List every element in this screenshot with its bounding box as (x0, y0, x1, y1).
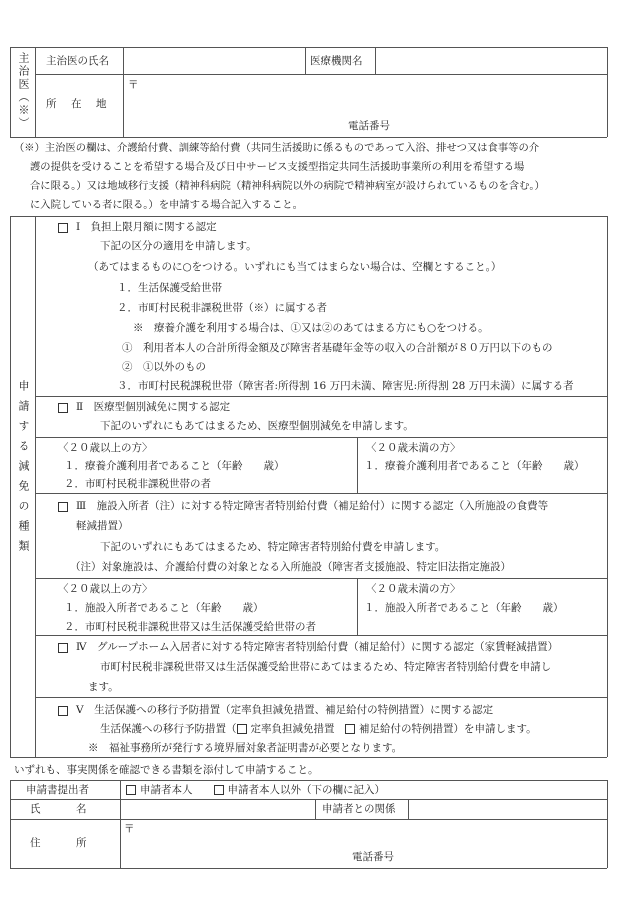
doctor-note-line: （※）主治医の欄は、介護給付費、訓練等給付費（共同生活援助に係るものであって入浴、排せつ又は食事等の介 (14, 142, 540, 154)
submitter-self-label: 申請者本人 (140, 784, 193, 796)
postal-mark: 〒 (128, 79, 139, 91)
attach-note: いずれも、事実関係を確認できる書類を添付して申請すること。 (14, 764, 319, 776)
doctor-name-label: 主治医の氏名 (46, 55, 109, 67)
section3-left-line: １．施設入所者であること（年齢 歳） (64, 602, 264, 614)
section5-opt-a-label: 定率負担減免措置 (250, 723, 335, 735)
section4-checkbox[interactable] (58, 643, 68, 653)
submitter-address-input[interactable] (136, 821, 605, 849)
submitter-label: 申請書提出者 (26, 784, 89, 796)
doctor-address-input[interactable] (140, 76, 605, 116)
section3-note: （注）対象施設は、介護給付費の対象となる入所施設（障害者支援施設、特定旧法指定施設） (70, 561, 511, 573)
section1-line: ３．市町村民税課税世帯（障害者:所得割 16 万円未満、障害児:所得割 28 万円未満）に属する者 (117, 380, 574, 392)
submitter-options (126, 783, 385, 797)
relation-label: 申請者との関係 (322, 803, 396, 815)
reduction-side-label: 申請する減免の種類 (17, 380, 30, 560)
doctor-phone-label: 電話番号 (348, 120, 390, 132)
submitter-address-label: 住 所 (30, 837, 88, 849)
section5-line1-pre: 生活保護への移行予防措置（ (100, 723, 237, 735)
section5-opt-b-label: 補足給付の特例措置 (359, 723, 454, 735)
submitter-other-checkbox[interactable] (214, 785, 224, 795)
submitter-self-checkbox[interactable] (126, 785, 136, 795)
section3-intro: 下記のいずれにもあてはまるため、特定障害者特別給付費を申請します。 (100, 541, 446, 553)
section1-line: ① 利用者本人の合計所得金額及び障害者基礎年金等の収入の合計額が８０万円以下のもの (122, 342, 553, 354)
section4-title: Ⅳ グループホーム入居者に対する特定障害者特別給付費（補足給付）に関する認定（家賃軽減措置） (76, 641, 559, 653)
section3-right-line: １．施設入所者であること（年齢 歳） (364, 602, 564, 614)
section5-opt-b-checkbox[interactable] (345, 724, 355, 734)
section1-line: ２．市町村民税非課税世帯（※）に属する者 (117, 302, 327, 314)
section5-checkbox[interactable] (58, 706, 68, 716)
section2-checkbox[interactable] (58, 403, 68, 413)
section3-right-header: 〈２０歳未満の方〉 (366, 583, 461, 595)
section3-checkbox[interactable] (58, 502, 68, 512)
section5-line1 (100, 722, 537, 736)
doctor-note-line: 護の提供を受けることを希望する場合及び日中サービス支援型指定共同生活援助事業所の利用を希望する場 (30, 161, 525, 173)
section2-intro: 下記のいずれにもあてはまるため、医療型個別減免を申請します。 (100, 420, 414, 432)
submitter-name-input[interactable] (122, 801, 313, 818)
doctor-address-label: 所 在 地 (46, 98, 109, 110)
section3-left-header: 〈２０歳以上の方〉 (58, 583, 153, 595)
doctor-name-input[interactable] (125, 49, 303, 73)
relation-input[interactable] (410, 801, 605, 818)
section1-line: ※ 療養介護を利用する場合は、①又は②のあてはまる方にも○をつける。 (133, 322, 489, 334)
section5-opt-a-checkbox[interactable] (237, 724, 247, 734)
section1-line: （あてはまるものに○をつける。いずれにも当てはまらない場合は、空欄とすること。） (88, 261, 502, 273)
section2-left-line: ２．市町村民税非課税世帯の者 (64, 478, 211, 490)
institution-label: 医療機関名 (310, 55, 363, 67)
section2-right-line: １．療養介護利用者であること（年齢 歳） (364, 460, 585, 472)
doctor-phone-input[interactable] (400, 118, 605, 135)
section1-title: Ⅰ 負担上限月額に関する認定 (76, 221, 217, 233)
submitter-phone-input[interactable] (404, 849, 605, 866)
section2-title: Ⅱ 医療型個別減免に関する認定 (76, 401, 231, 413)
doctor-side-label: 主治医（※） (17, 52, 30, 130)
section2-right-header: 〈２０歳未満の方〉 (366, 442, 461, 454)
section1-line: ② ①以外のもの (122, 361, 206, 373)
institution-input[interactable] (377, 49, 605, 73)
section5-note: ※ 福祉事務所が発行する境界層対象者証明書が必要となります。 (88, 742, 403, 754)
section4-line: ます。 (88, 681, 119, 693)
section1-line: 下記の区分の適用を申請します。 (100, 240, 257, 252)
section1-line: １．生活保護受給世帯 (117, 282, 222, 294)
section1-checkbox[interactable] (58, 223, 68, 233)
section5-line1-post: ）を申請します。 (453, 723, 537, 735)
submitter-other-label: 申請者本人以外（下の欄に記入） (227, 784, 385, 796)
submitter-postal-mark: 〒 (124, 823, 135, 835)
submitter-name-label: 氏 名 (30, 803, 88, 815)
section3-title-cont: 軽減措置） (76, 520, 129, 532)
section4-line: 市町村民税非課税世帯又は生活保護受給世帯にあてはまるため、特定障害者特別給付費を申請し (100, 661, 552, 673)
section2-left-header: 〈２０歳以上の方〉 (58, 442, 153, 454)
submitter-phone-label: 電話番号 (352, 851, 394, 863)
doctor-note-line: 合に限る。）又は地域移行支援（精神科病院（精神科病院以外の病院で精神病室が設けられているものを含む。） (30, 180, 545, 192)
section2-left-line: １．療養介護利用者であること（年齢 歳） (64, 460, 285, 472)
section5-title: Ⅴ 生活保護への移行予防措置（定率負担減免措置、補足給付の特例措置）に関する認定 (76, 704, 494, 716)
doctor-note-line: に入院している者に限る。）を申請する場合記入すること。 (30, 199, 303, 211)
section3-title: Ⅲ 施設入所者（注）に対する特定障害者特別給付費（補足給付）に関する認定（入所施設の食費等 (76, 500, 549, 512)
section3-left-line: ２．市町村民税非課税世帯又は生活保護受給世帯の者 (64, 621, 316, 633)
